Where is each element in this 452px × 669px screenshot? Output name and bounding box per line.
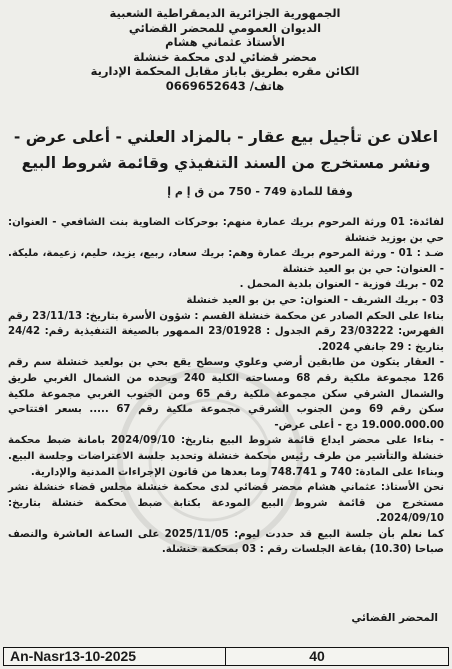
page-footer [3,647,449,666]
body-judgment: بناءا على الحكم الصادر عن محكمة خنشلة القسم : شؤون الأسرة بتاريخ: 23/11/13 رقم الفهرس: 23/03222 رقم الجدول : 23/01928 الممهور بالصيغة التنفيذية رقم: 24/42 بتاريخ : 29 جانفي 2024. [8,310,444,353]
header-bailiff-name: الأستاذ عثماني هشام [165,35,285,49]
body-beneficiary: لفائدة: 01 ورثة المرحوم بريك عمارة منهم: بوحركات الضاوية بنت الشافعي - العنوان: حي بن بوزيد خنشلة [8,217,445,244]
body-defendant-2: 02 - بريك فوزية - العنوان بلدية المحمل . [239,279,444,291]
header-phone: هاتف/ 0669652643 [165,78,285,93]
header-office: الديوان العمومي للمحضر القضائي [128,20,322,35]
header-address: الكائن مقره بطريق باباز مقابل المحكمة الإدارية [90,64,360,78]
body-sale-date: كما نعلم بأن جلسة البيع قد حددت ليوم: 2025/11/05 على الساعة العاشرة والنصف صباحا (10.30) بقاعة الجلسات رقم : 03 بمحكمة خنشلة. [8,528,444,556]
body-publication: نحن الأستاذ: عثماني هشام محضر قضائي لدى محكمة خنشلة مجلس قضاء خنشلة نشر مستخرج من قائمة شروط البيع المودعة بكتابة ضبط محكمة خنشلة بتاريخ: 2024/09/10. [8,482,444,525]
title-line-1: اعلان عن تأجيل بيع عقار - بالمزاد العلني - أعلى عرض - [13,128,439,146]
announcement-body [8,215,444,558]
body-conditions: - بناءا على محضر ايداع قائمة شروط البيع بتاريخ: 2024/09/10 بامانة ضبط محكمة خنشلة والتأشير من طرف رئيس محكمة خنشلة وتحديد جلسة الاعتراضات وجلسة البيع. وبناءا على المادة: 740 و 748.741 وما بعدها من قانون الإجراءات المدنية والإدارية. [8,435,444,478]
document-header [70,6,380,93]
body-defendant-3: 03 - بريك الشريف - العنوان: حي بن بو العيد خنشلة [186,294,444,306]
body-defendants: ضـد : 01 - ورثة المرحوم بريك عمارة وهم: بريك سعاد، ربيع، يزيد، حليم، زعيمة، مليكة. - العنوان: حي بن بو العيد خنشلة [8,248,444,275]
announcement-title [10,124,442,176]
body-property: - العقار يتكون من طابقين أرضي وعلوي وسطح يقع بحي بن بولعيد خنشلة سم رقم 126 مجموعة ملكية رقم 68 ومساحته الكلية 240 ويحده من الشمال الغربي طريق والشمال الشرقي سكن مجموعة ملكية رقم 65 ومن الجنوب الغربي مجموعة ملكية سكن رقم 69 ومن الجنوب الشرقي مجموعة ملكية رقم 67 ..... بسعر افتتاحي 19.000.000.00 دج - أعلى عرض- [8,357,445,431]
page-number: 40 [309,648,325,664]
law-reference: وفقا للمادة 749 - 750 من ق إ م إ [167,185,353,198]
header-court: محضر قضائي لدى محكمة خنشلة [133,49,317,64]
header-republic: الجمهورية الجزائرية الديمقراطية الشعبية [109,6,341,20]
signature: المحضر القضائي [351,612,438,624]
publication-label: An-Nasr13-10-2025 [4,648,226,665]
title-line-2: ونشر مستخرج من السند التنفيذي وقائمة شروط البيع [21,154,431,172]
